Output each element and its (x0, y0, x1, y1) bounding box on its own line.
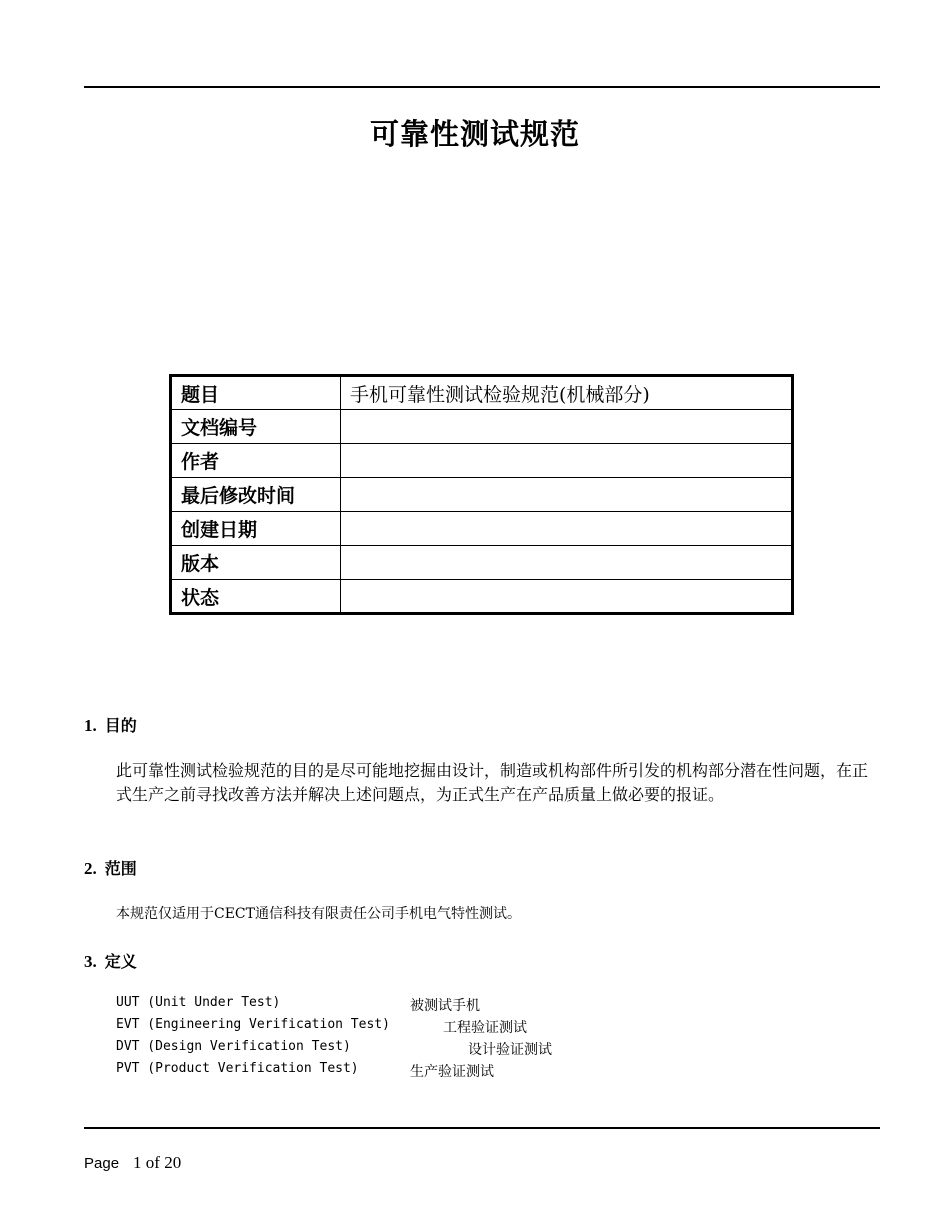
section-heading-scope (84, 856, 137, 879)
definition-term: PVT (Product Verification Test) (116, 1061, 359, 1076)
row-value (341, 512, 793, 546)
table-row (171, 478, 793, 512)
table-row (171, 410, 793, 444)
section-number: 3. (84, 952, 97, 971)
definition-meaning: 设计验证测试 (468, 1042, 552, 1058)
section-heading-text: 范围 (104, 859, 137, 878)
document-title: 可靠性测试规范 (369, 117, 580, 151)
row-value (341, 546, 793, 580)
section-heading-definitions (84, 949, 137, 972)
table-row (171, 546, 793, 580)
table-row (171, 376, 793, 410)
page-number: 1 of 20 (133, 1153, 182, 1172)
section-heading-text: 定义 (104, 952, 137, 971)
row-value (341, 478, 793, 512)
definition-term: EVT (Engineering Verification Test) (116, 1017, 390, 1032)
row-value: 手机可靠性测试检验规范(机械部分) (341, 376, 793, 410)
row-label: 创建日期 (171, 512, 341, 546)
section-number: 1. (84, 716, 97, 735)
table-row (171, 512, 793, 546)
table-row (171, 444, 793, 478)
definition-meaning: 生产验证测试 (410, 1064, 494, 1080)
row-value (341, 444, 793, 478)
section-number: 2. (84, 859, 97, 878)
document-info-table (169, 374, 794, 615)
header-rule (84, 86, 880, 88)
footer-rule (84, 1127, 880, 1129)
definition-meaning: 工程验证测试 (443, 1020, 527, 1036)
row-value (341, 410, 793, 444)
section-body-purpose: 此可靠性测试检验规范的目的是尽可能地挖掘由设计，制造或机构部件所引发的机构部分潜在性问题，在正式生产之前寻找改善方法并解决上述问题点，为正式生产在产品质量上做必要的报证。 (116, 761, 869, 804)
row-label: 文档编号 (171, 410, 341, 444)
section-heading-text: 目的 (104, 716, 137, 735)
page-label: Page (84, 1155, 120, 1172)
row-label: 最后修改时间 (171, 478, 341, 512)
row-label: 状态 (171, 580, 341, 614)
section-body-scope: 本规范仅适用于CECT通信科技有限责任公司手机电气特性测试。 (116, 906, 521, 922)
row-label: 题目 (171, 376, 341, 410)
definition-term: UUT (Unit Under Test) (116, 995, 281, 1010)
definition-term: DVT (Design Verification Test) (116, 1039, 351, 1054)
page-footer (84, 1153, 181, 1173)
row-value (341, 580, 793, 614)
section-heading-purpose (84, 713, 137, 736)
definition-meaning: 被测试手机 (410, 998, 480, 1014)
table-row (171, 580, 793, 614)
row-label: 版本 (171, 546, 341, 580)
row-label: 作者 (171, 444, 341, 478)
